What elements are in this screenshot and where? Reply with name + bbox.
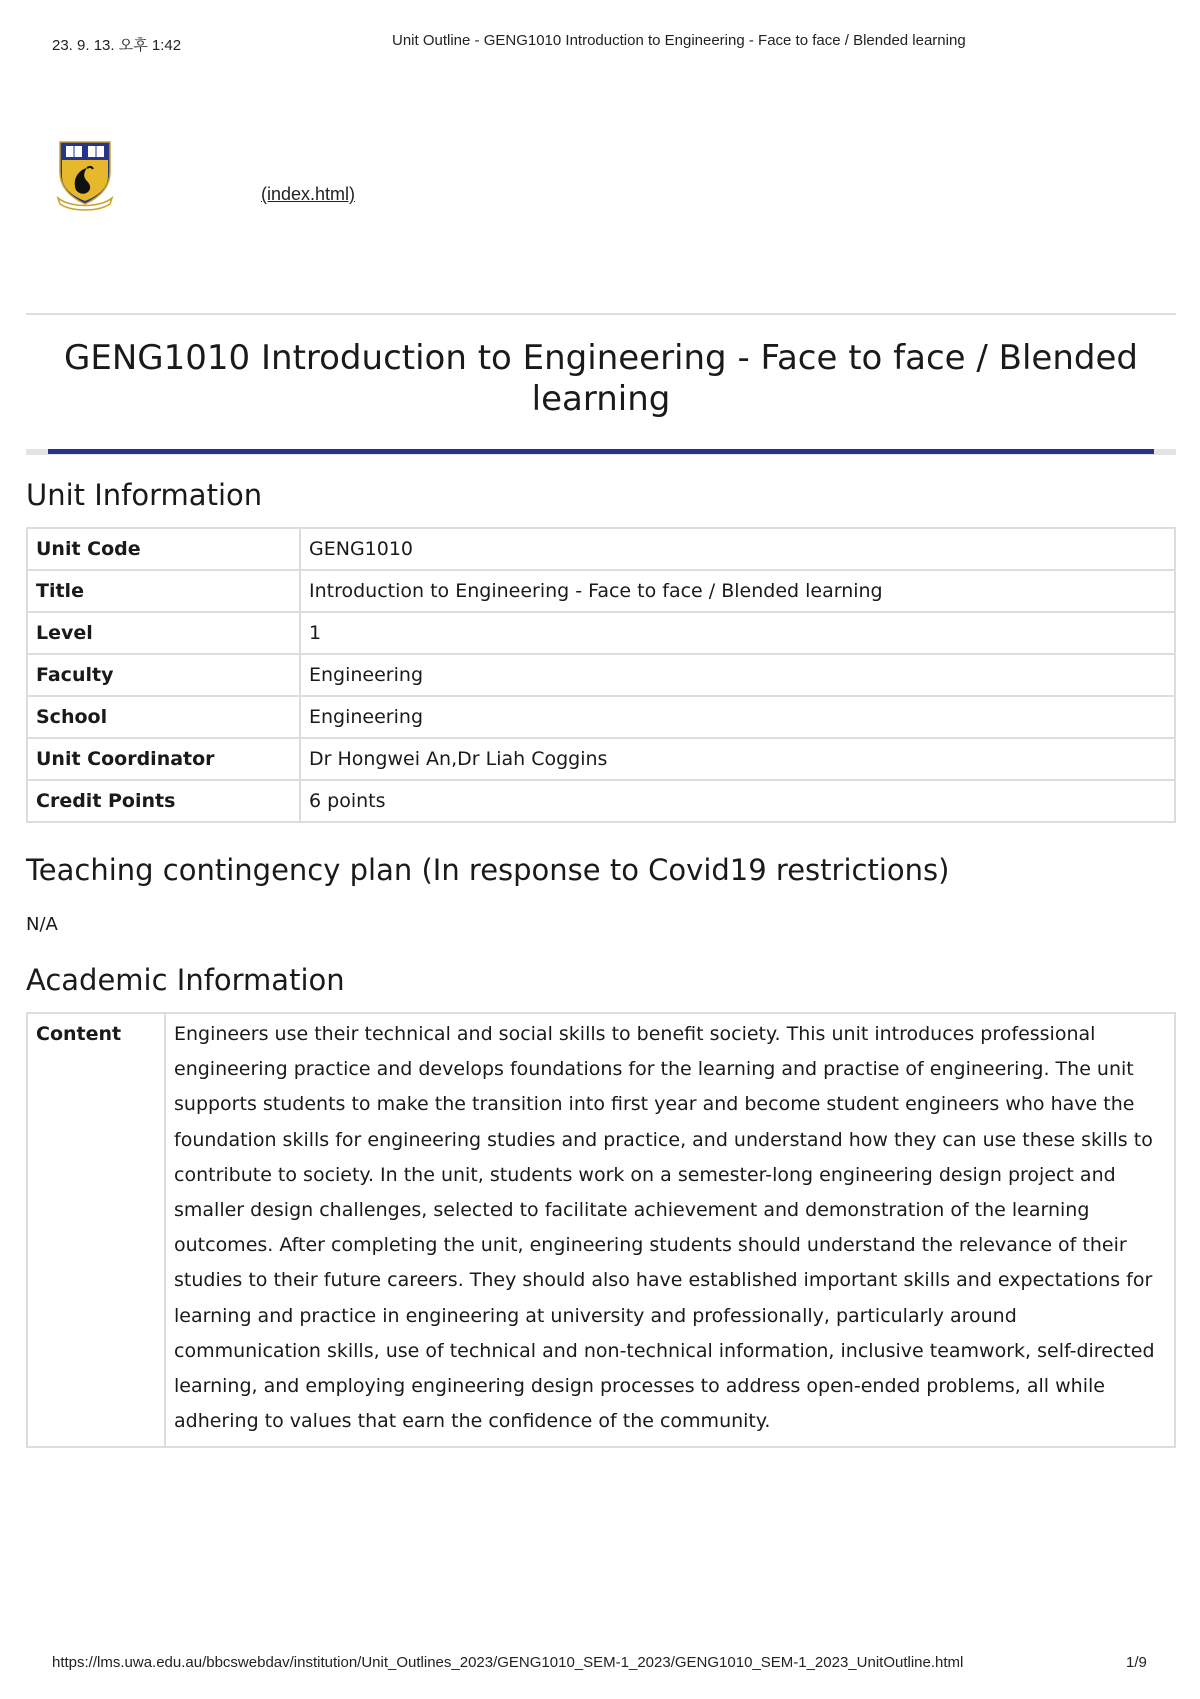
academic-information-heading: Academic Information <box>26 963 345 997</box>
print-doc-title: Unit Outline - GENG1010 Introduction to Engineering - Face to face / Blended learning <box>392 32 966 49</box>
table-row <box>27 696 1175 738</box>
university-crest-logo <box>54 138 116 212</box>
content-label: Content <box>27 1013 165 1447</box>
row-label: Unit Code <box>27 528 300 570</box>
row-label: School <box>27 696 300 738</box>
contingency-heading: Teaching contingency plan (In response to Covid19 restrictions) <box>26 853 950 887</box>
contingency-text: N/A <box>26 914 58 935</box>
content-text: Engineers use their technical and social skills to benefit society. This unit introduces professional engineering practice and develops foundations for the learning and practise of engineering. The unit supports students to make the transition into first year and become student engineers who have the foundation skills for engineering studies and practice, and understand how they can use these skills to contribute to society. In the unit, students work on a semester-long engineering design project and smaller design challenges, selected to facilitate achievement and demonstration of the learning outcomes. After completing the unit, engineering students should understand the relevance of their studies to their future careers. They should also have established important skills and expectations for learning and practice in engineering at university and professionally, particularly around communication skills, use of technical and non-technical information, inclusive teamwork, self-directed learning, and employing engineering design processes to address open-ended problems, all while adhering to values that earn the confidence of the community. <box>165 1013 1175 1447</box>
index-link[interactable]: (index.html) <box>261 184 356 204</box>
table-row <box>27 780 1175 822</box>
page-title: GENG1010 Introduction to Engineering - Face to face / Blended learning <box>64 338 1138 419</box>
row-value: 6 points <box>300 780 1175 822</box>
row-label: Title <box>27 570 300 612</box>
print-header <box>0 30 1200 54</box>
page-number: 1/9 <box>1126 1654 1147 1671</box>
row-value: Engineering <box>300 654 1175 696</box>
title-divider <box>26 449 1176 455</box>
unit-information-table <box>26 527 1176 823</box>
print-url: https://lms.uwa.edu.au/bbcswebdav/institution/Unit_Outlines_2023/GENG1010_SEM-1_2023/GENG1010_SEM-1_2023_UnitOutline.html <box>52 1654 964 1671</box>
print-date: 23. 9. 13. 오후 1:42 <box>52 37 182 54</box>
unit-information-heading: Unit Information <box>26 478 263 512</box>
table-row <box>27 570 1175 612</box>
table-row <box>27 738 1175 780</box>
table-row <box>27 612 1175 654</box>
row-value: 1 <box>300 612 1175 654</box>
table-row <box>27 528 1175 570</box>
row-label: Credit Points <box>27 780 300 822</box>
row-label: Unit Coordinator <box>27 738 300 780</box>
academic-information-table <box>26 1012 1176 1448</box>
row-value: GENG1010 <box>300 528 1175 570</box>
table-row <box>27 1013 1175 1447</box>
table-row <box>27 654 1175 696</box>
row-label: Faculty <box>27 654 300 696</box>
row-label: Level <box>27 612 300 654</box>
row-value: Engineering <box>300 696 1175 738</box>
top-divider <box>26 313 1176 315</box>
row-value: Dr Hongwei An,Dr Liah Coggins <box>300 738 1175 780</box>
title-divider-accent <box>48 449 1154 454</box>
row-value: Introduction to Engineering - Face to face / Blended learning <box>300 570 1175 612</box>
